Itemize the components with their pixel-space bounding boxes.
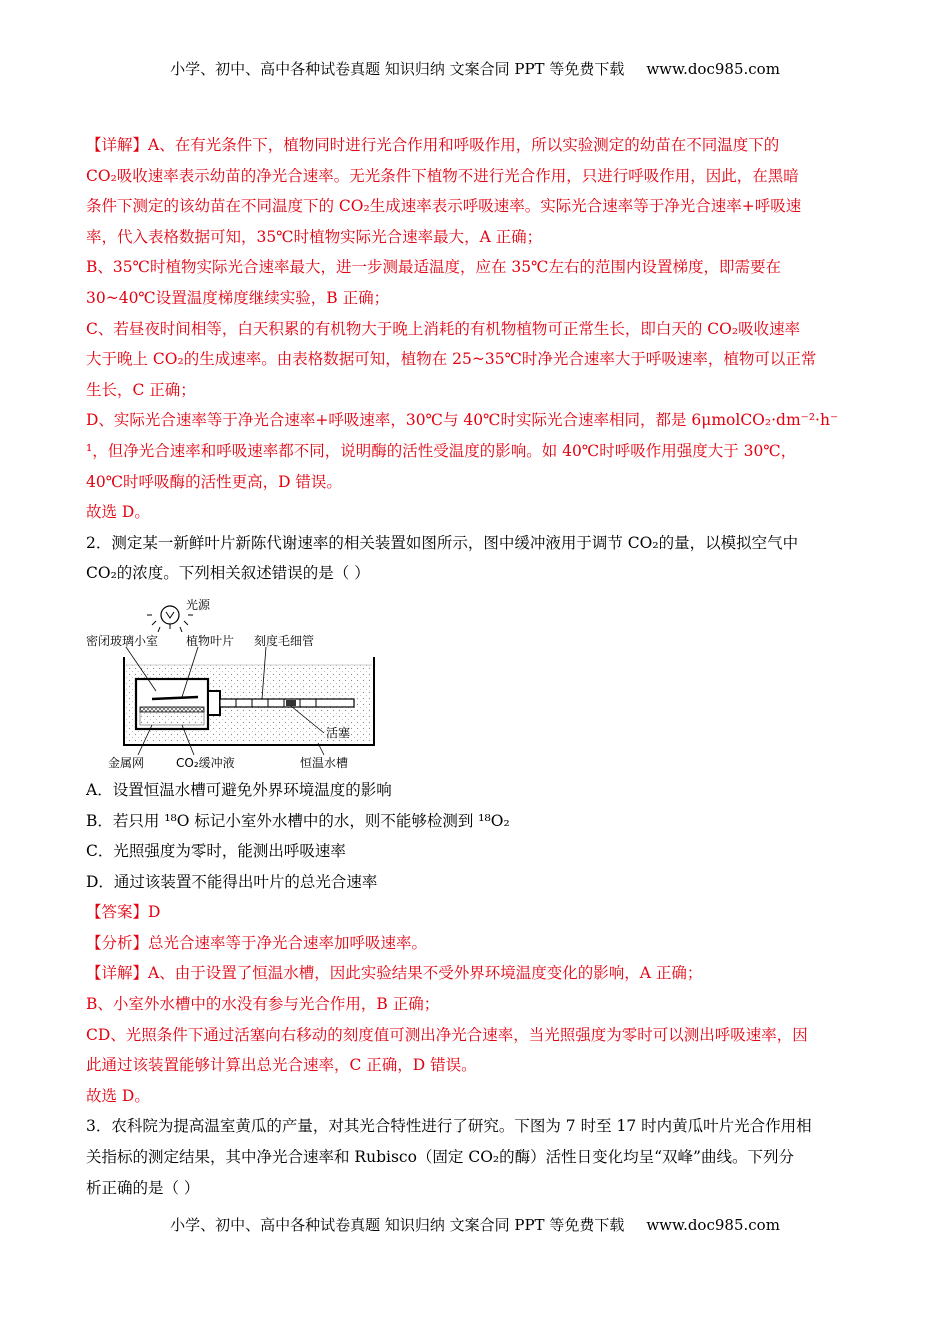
- label-plug: 活塞: [326, 725, 351, 740]
- piston-plug: [286, 700, 296, 706]
- q2-detail-1: 【详解】A、由于设置了恒温水槽，因此实验结果不受外界环境温度变化的影响，A 正确；: [86, 964, 703, 983]
- q1-a-text-4: 率，代入表格数据可知，35℃时植物实际光合速率最大，A 正确；: [86, 227, 543, 246]
- label-light-source: 光源: [186, 597, 211, 612]
- q1-a-text-3: 条件下测定的该幼苗在不同温度下的 CO₂生成速率表示呼吸速率。实际光合速率等于净光合速率+呼吸速: [86, 197, 802, 216]
- q1-b-text-2: 30~40℃设置温度梯度继续实验，B 正确；: [86, 288, 390, 307]
- q2-choose: 故选 D。: [86, 1086, 150, 1105]
- apparatus-figure: [86, 595, 386, 773]
- q1-d-text-1: D、实际光合速率等于净光合速率+呼吸速率，30℃与 40℃时实际光合速率相同，都是 6μmolCO₂·dm⁻²·h⁻: [86, 411, 839, 430]
- q2-detail-2: B、小室外水槽中的水没有参与光合作用，B 正确；: [86, 995, 440, 1014]
- q2-analysis: 【分析】总光合速率等于净光合速率加呼吸速率。: [86, 933, 428, 952]
- header-text: 小学、初中、高中各种试卷真题 知识归纳 文案合同 PPT 等免费下载: [170, 60, 625, 78]
- q2-detail-3: CD、光照条件下通过活塞向右移动的刻度值可测出净光合速率，当光照强度为零时可以测出呼吸速率，因: [86, 1025, 808, 1044]
- q3-stem-1: 3．农科院为提高温室黄瓜的产量，对其光合特性进行了研究。下图为 7 时至 17 时内黄瓜叶片光合作用相: [86, 1117, 812, 1136]
- q1-detail-line: [86, 130, 876, 161]
- q2-option-a: A．设置恒温水槽可避免外界环境温度的影响: [86, 780, 392, 799]
- glass-chamber: [136, 679, 220, 729]
- q1-choose: 故选 D。: [86, 503, 150, 522]
- capillary-tube: [220, 699, 354, 707]
- q2-stem-2: CO₂的浓度。下列相关叙述错误的是（ ）: [86, 564, 370, 583]
- q2-answer: 【答案】D: [86, 903, 161, 922]
- q1-c-text-3: 生长，C 正确；: [86, 380, 196, 399]
- label-bath: 恒温水槽: [300, 755, 349, 770]
- label-buffer: CO₂缓冲液: [176, 755, 235, 770]
- q1-a-text-2: CO₂吸收速率表示幼苗的净光合速率。无光条件下植物不进行光合作用，只进行呼吸作用，因此，在黑暗: [86, 166, 799, 185]
- label-mesh: 金属网: [108, 755, 145, 770]
- q2-detail-4: 此通过该装置能够计算出总光合速率，C 正确，D 错误。: [86, 1056, 477, 1075]
- q2-option-c: C．光照强度为零时，能测出呼吸速率: [86, 842, 346, 861]
- q2-option-b: B．若只用 ¹⁸O 标记小室外水槽中的水，则不能够检测到 ¹⁸O₂: [86, 811, 510, 830]
- label-capillary: 刻度毛细管: [254, 633, 315, 648]
- label-chamber: 密闭玻璃小室: [86, 633, 159, 648]
- q1-c-text-1: C、若昼夜时间相等，白天积累的有机物大于晚上消耗的有机物植物可正常生长，即白天的 CO₂吸收速率: [86, 319, 801, 338]
- q2-stem-1: 2．测定某一新鲜叶片新陈代谢速率的相关装置如图所示，图中缓冲液用于调节 CO₂的量，以模拟空气中: [86, 533, 799, 552]
- q1-detail-tag: 【详解】: [86, 136, 149, 154]
- page-header: [0, 58, 950, 79]
- q1-b-text-1: B、35℃时植物实际光合速率最大，进一步测最适温度，应在 35℃左右的范围内设置梯度，即需要在: [86, 258, 781, 277]
- page-content: [86, 130, 876, 1203]
- q1-a-text-1: A、在有光条件下，植物同时进行光合作用和呼吸作用，所以实验测定的幼苗在不同温度下的: [148, 136, 780, 154]
- q2-option-d: D．通过该装置不能得出叶片的总光合速率: [86, 872, 378, 891]
- q1-d-text-3: 40℃时呼吸酶的活性更高，D 错误。: [86, 472, 342, 491]
- q1-d-text-2: ¹，但净光合速率和呼吸速率都不同，说明酶的活性受温度的影响。如 40℃时呼吸作用强度大于 30℃，: [86, 441, 797, 460]
- q3-stem-2: 关指标的测定结果，其中净光合速率和 Rubisco（固定 CO₂的酶）活性日变化均呈“双峰”曲线。下列分: [86, 1148, 794, 1167]
- header-url[interactable]: www.doc985.com: [646, 60, 780, 78]
- page-footer: [0, 1214, 950, 1235]
- footer-url[interactable]: www.doc985.com: [646, 1216, 780, 1234]
- label-leaf: 植物叶片: [186, 633, 235, 648]
- q1-c-text-2: 大于晚上 CO₂的生成速率。由表格数据可知，植物在 25~35℃时净光合速率大于呼吸速率，植物可以正常: [86, 350, 817, 369]
- apparatus-diagram: [86, 595, 386, 773]
- q3-stem-3: 析正确的是（ ）: [86, 1178, 200, 1197]
- footer-text: 小学、初中、高中各种试卷真题 知识归纳 文案合同 PPT 等免费下载: [170, 1216, 625, 1234]
